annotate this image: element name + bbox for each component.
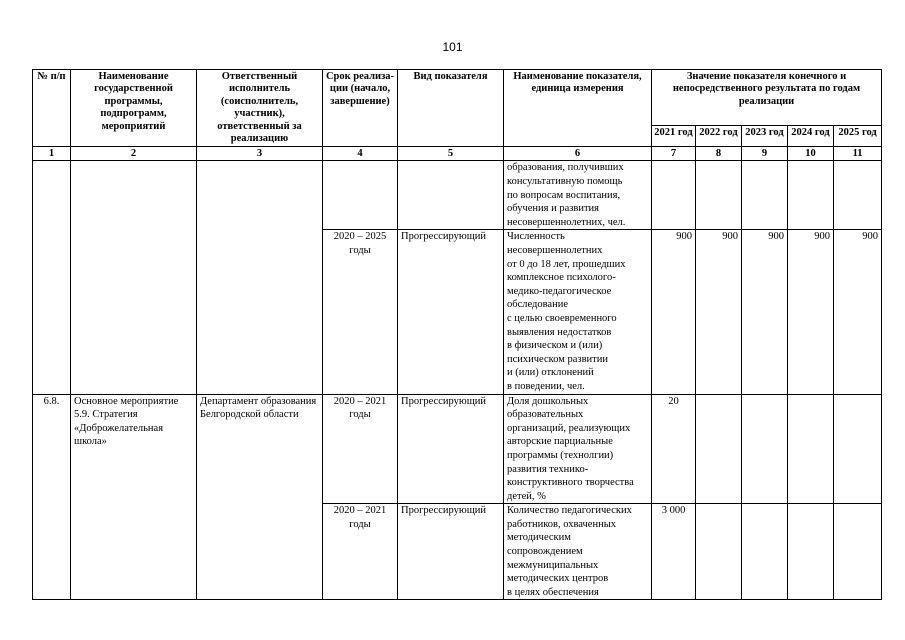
cell-value <box>696 504 742 600</box>
column-number: 5 <box>398 147 504 161</box>
header-num: № п/п <box>33 70 71 147</box>
header-year: 2025 год <box>834 125 882 146</box>
cell-value: 900 <box>652 230 696 394</box>
header-values-group: Значение показателя конечного и непосредственного результата по годам реализации <box>652 70 882 126</box>
header-year: 2022 год <box>696 125 742 146</box>
header-executor: Ответственный исполнитель (соисполнитель, участник), ответственный за реализацию <box>197 70 323 147</box>
cell-value <box>696 394 742 504</box>
cell-value <box>696 161 742 230</box>
cell-kind <box>398 161 504 230</box>
cell-kind: Прогрессирующий <box>398 230 504 394</box>
cell-value <box>834 504 882 600</box>
cell-executor: Департамент образования Белгородской области <box>197 394 323 600</box>
column-number: 3 <box>197 147 323 161</box>
cell-indicator: Численность несовершеннолетних от 0 до 18 лет, прошедших комплексное психолого- медико-педагогическое обследование с целью своевременного выявления недостатков в физическом и (или) психическом развитии и (или) отклонений в поведении, чел. <box>504 230 652 394</box>
header-term: Срок реализа- ции (начало, завершение) <box>323 70 398 147</box>
cell-term: 2020 – 2021 годы <box>323 504 398 600</box>
cell-kind: Прогрессирующий <box>398 504 504 600</box>
column-number-row <box>33 147 882 161</box>
header-year: 2024 год <box>788 125 834 146</box>
cell-term: 2020 – 2021 годы <box>323 394 398 504</box>
cell-value: 20 <box>652 394 696 504</box>
cell-num: 6.8. <box>33 394 71 600</box>
cell-value <box>788 394 834 504</box>
header-row-1 <box>33 70 882 126</box>
cell-indicator: Доля дошкольных образовательных организаций, реализующих авторские парциальные программы (технолгии) развития технико- конструктивного творчества детей, % <box>504 394 652 504</box>
column-number: 2 <box>71 147 197 161</box>
column-number: 1 <box>33 147 71 161</box>
cell-num <box>33 161 71 394</box>
header-kind: Вид показателя <box>398 70 504 147</box>
cell-value <box>834 161 882 230</box>
header-indicator: Наименование показателя, единица измерения <box>504 70 652 147</box>
header-program: Наименование государственной программы, подпрограмм, мероприятий <box>71 70 197 147</box>
results-table <box>32 69 882 600</box>
column-number: 4 <box>323 147 398 161</box>
table-row <box>33 161 882 230</box>
cell-term: 2020 – 2025 годы <box>323 230 398 394</box>
cell-program: Основное мероприятие 5.9. Стратегия «Доброжелательная школа» <box>71 394 197 600</box>
column-number: 6 <box>504 147 652 161</box>
cell-value: 3 000 <box>652 504 696 600</box>
cell-value: 900 <box>742 230 788 394</box>
cell-value <box>742 504 788 600</box>
column-number: 8 <box>696 147 742 161</box>
cell-value <box>834 394 882 504</box>
cell-value <box>742 394 788 504</box>
header-year: 2021 год <box>652 125 696 146</box>
column-number: 7 <box>652 147 696 161</box>
cell-value <box>742 161 788 230</box>
cell-kind: Прогрессирующий <box>398 394 504 504</box>
column-number: 9 <box>742 147 788 161</box>
cell-executor <box>197 161 323 394</box>
cell-value: 900 <box>834 230 882 394</box>
cell-value: 900 <box>788 230 834 394</box>
cell-value <box>788 504 834 600</box>
cell-value <box>788 161 834 230</box>
column-number: 11 <box>834 147 882 161</box>
cell-term <box>323 161 398 230</box>
cell-program <box>71 161 197 394</box>
cell-value: 900 <box>696 230 742 394</box>
column-number: 10 <box>788 147 834 161</box>
cell-indicator: образования, получивших консультативную помощь по вопросам воспитания, обучения и развития несовершеннолетних, чел. <box>504 161 652 230</box>
page-number: 101 <box>442 40 463 54</box>
header-year: 2023 год <box>742 125 788 146</box>
cell-indicator: Количество педагогических работников, охваченных методическим сопровождением межмуниципальных методических центров в целях обеспечения <box>504 504 652 600</box>
cell-value <box>652 161 696 230</box>
table-row <box>33 394 882 504</box>
